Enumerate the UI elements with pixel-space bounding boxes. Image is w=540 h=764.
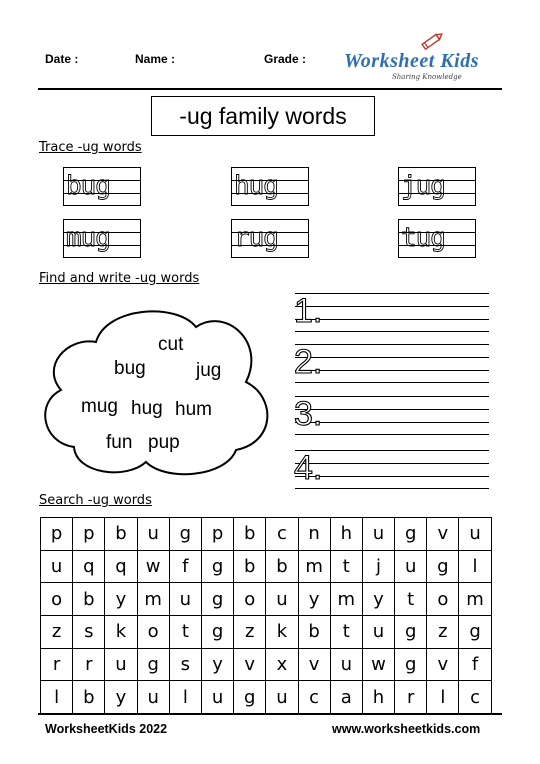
grid-row bbox=[41, 616, 492, 649]
grid-cell[interactable]: r bbox=[395, 681, 427, 714]
grid-cell[interactable]: s bbox=[169, 648, 201, 681]
grid-cell[interactable]: o bbox=[234, 583, 266, 616]
grid-cell[interactable]: u bbox=[459, 518, 491, 551]
write-guide-line bbox=[295, 306, 489, 307]
grid-cell[interactable]: f bbox=[459, 648, 491, 681]
grade-label: Grade : bbox=[264, 52, 307, 66]
trace-word: tug bbox=[401, 223, 445, 253]
grid-cell[interactable]: c bbox=[298, 681, 330, 714]
grid-cell[interactable]: w bbox=[137, 550, 169, 583]
grid-cell[interactable]: o bbox=[427, 583, 459, 616]
date-label: Date : bbox=[45, 52, 79, 66]
grid-cell[interactable]: c bbox=[266, 518, 298, 551]
trace-box[interactable] bbox=[63, 219, 141, 257]
grid-row bbox=[41, 518, 492, 551]
grid-cell[interactable]: u bbox=[201, 681, 233, 714]
grid-cell[interactable]: g bbox=[137, 648, 169, 681]
footer-divider bbox=[38, 713, 502, 715]
grid-cell[interactable]: v bbox=[427, 518, 459, 551]
trace-box-edge bbox=[475, 219, 476, 257]
cloud-word-jug: jug bbox=[196, 360, 222, 381]
grid-cell[interactable]: y bbox=[201, 648, 233, 681]
grid-cell[interactable]: u bbox=[362, 518, 394, 551]
find-heading: Find and write -ug words bbox=[39, 271, 200, 286]
word-search-grid bbox=[40, 517, 492, 714]
grid-cell[interactable]: q bbox=[105, 550, 137, 583]
grid-cell[interactable]: v bbox=[298, 648, 330, 681]
grid-cell[interactable]: l bbox=[169, 681, 201, 714]
grid-cell[interactable]: k bbox=[105, 616, 137, 649]
grid-row bbox=[41, 583, 492, 616]
write-line-3[interactable] bbox=[295, 396, 489, 436]
trace-box-edge bbox=[231, 219, 232, 257]
trace-guide-line bbox=[398, 257, 476, 258]
write-guide-line bbox=[295, 476, 489, 477]
grid-cell[interactable]: g bbox=[169, 518, 201, 551]
trace-guide-line bbox=[231, 257, 309, 258]
logo-tagline: Sharing Knowledge bbox=[392, 73, 462, 81]
grid-cell[interactable]: g bbox=[201, 583, 233, 616]
grid-cell[interactable]: y bbox=[105, 681, 137, 714]
cloud-word-cut: cut bbox=[158, 334, 184, 355]
trace-box-edge bbox=[140, 219, 141, 257]
grid-cell[interactable]: b bbox=[105, 518, 137, 551]
cloud-word-mug: mug bbox=[81, 396, 118, 417]
grid-cell[interactable]: g bbox=[201, 550, 233, 583]
grid-cell[interactable]: m bbox=[459, 583, 491, 616]
grid-cell[interactable]: t bbox=[395, 583, 427, 616]
grid-cell[interactable]: n bbox=[298, 518, 330, 551]
write-guide-line bbox=[295, 331, 489, 332]
search-heading: Search -ug words bbox=[39, 493, 152, 508]
grid-cell[interactable]: u bbox=[137, 681, 169, 714]
grid-row bbox=[41, 648, 492, 681]
trace-box-edge bbox=[398, 167, 399, 205]
header-divider bbox=[38, 88, 502, 90]
cloud-word-pup: pup bbox=[148, 432, 180, 453]
trace-box-edge bbox=[63, 167, 64, 205]
brand-logo bbox=[340, 30, 500, 84]
trace-box-edge bbox=[308, 219, 309, 257]
grid-cell[interactable]: y bbox=[105, 583, 137, 616]
grid-cell[interactable]: t bbox=[169, 616, 201, 649]
write-line-number: 3. bbox=[294, 395, 323, 433]
grid-cell[interactable]: o bbox=[137, 616, 169, 649]
grid-cell[interactable]: m bbox=[330, 583, 362, 616]
grid-cell[interactable]: u bbox=[266, 681, 298, 714]
write-guide-line bbox=[295, 357, 489, 358]
grid-cell[interactable]: g bbox=[459, 616, 491, 649]
grid-cell[interactable]: g bbox=[395, 518, 427, 551]
grid-cell[interactable]: u bbox=[169, 583, 201, 616]
grid-cell[interactable]: l bbox=[427, 681, 459, 714]
grid-cell[interactable]: y bbox=[362, 583, 394, 616]
grid-cell[interactable]: a bbox=[330, 681, 362, 714]
write-guide-line bbox=[295, 488, 489, 489]
grid-cell[interactable]: m bbox=[137, 583, 169, 616]
trace-guide-line bbox=[63, 205, 141, 206]
grid-cell[interactable]: b bbox=[234, 518, 266, 551]
trace-box-edge bbox=[398, 219, 399, 257]
grid-cell[interactable]: r bbox=[41, 648, 73, 681]
grid-cell[interactable]: u bbox=[330, 648, 362, 681]
trace-box-edge bbox=[63, 219, 64, 257]
trace-box[interactable] bbox=[63, 167, 141, 205]
grid-cell[interactable]: g bbox=[234, 681, 266, 714]
trace-guide-line bbox=[231, 205, 309, 206]
write-line-4[interactable] bbox=[295, 450, 489, 490]
write-guide-line bbox=[295, 382, 489, 383]
trace-word: bug bbox=[66, 171, 110, 201]
write-guide-line bbox=[295, 434, 489, 435]
grid-cell[interactable]: g bbox=[395, 616, 427, 649]
grid-cell[interactable]: t bbox=[330, 550, 362, 583]
grid-cell[interactable]: u bbox=[395, 550, 427, 583]
grid-cell[interactable]: r bbox=[73, 648, 105, 681]
grid-cell[interactable]: h bbox=[330, 518, 362, 551]
cloud-word-hum: hum bbox=[175, 399, 212, 420]
write-guide-line bbox=[295, 409, 489, 410]
grid-cell[interactable]: g bbox=[395, 648, 427, 681]
write-line-number: 4. bbox=[294, 449, 323, 487]
grid-cell[interactable]: b bbox=[73, 681, 105, 714]
grid-cell[interactable]: b bbox=[266, 550, 298, 583]
write-guide-line bbox=[295, 344, 489, 345]
grid-cell[interactable]: b bbox=[234, 550, 266, 583]
grid-cell[interactable]: g bbox=[201, 616, 233, 649]
trace-guide-line bbox=[63, 257, 141, 258]
write-guide-line bbox=[295, 463, 489, 464]
write-guide-line bbox=[295, 422, 489, 423]
write-line-number: 2. bbox=[294, 343, 323, 381]
grid-cell[interactable]: p bbox=[201, 518, 233, 551]
cloud-word-hug: hug bbox=[131, 398, 163, 419]
grid-cell[interactable]: u bbox=[105, 648, 137, 681]
grid-cell[interactable]: b bbox=[298, 616, 330, 649]
grid-cell[interactable]: m bbox=[298, 550, 330, 583]
grid-cell[interactable]: v bbox=[427, 648, 459, 681]
grid-cell[interactable]: k bbox=[266, 616, 298, 649]
grid-cell[interactable]: o bbox=[41, 583, 73, 616]
grid-cell[interactable]: u bbox=[362, 616, 394, 649]
trace-box[interactable] bbox=[398, 167, 476, 205]
cloud-word-bug: bug bbox=[114, 358, 146, 379]
trace-box[interactable] bbox=[231, 219, 309, 257]
grid-cell[interactable]: t bbox=[330, 616, 362, 649]
trace-box[interactable] bbox=[398, 219, 476, 257]
footer-copyright: WorksheetKids 2022 bbox=[45, 722, 168, 736]
grid-cell[interactable]: q bbox=[73, 550, 105, 583]
grid-cell[interactable]: u bbox=[266, 583, 298, 616]
trace-heading: Trace -ug words bbox=[39, 140, 142, 155]
grid-cell[interactable]: j bbox=[362, 550, 394, 583]
grid-cell[interactable]: l bbox=[459, 550, 491, 583]
page-title: -ug family words bbox=[151, 96, 375, 136]
trace-guide-line bbox=[398, 205, 476, 206]
grid-cell[interactable]: z bbox=[427, 616, 459, 649]
grid-cell[interactable]: u bbox=[41, 550, 73, 583]
write-line-1[interactable] bbox=[295, 293, 489, 333]
grid-row bbox=[41, 550, 492, 583]
pencil-icon bbox=[418, 30, 446, 52]
write-line-2[interactable] bbox=[295, 344, 489, 384]
trace-box-edge bbox=[231, 167, 232, 205]
trace-word: hug bbox=[234, 171, 278, 201]
grid-cell[interactable]: s bbox=[73, 616, 105, 649]
grid-cell[interactable]: l bbox=[41, 681, 73, 714]
grid-cell[interactable]: p bbox=[41, 518, 73, 551]
grid-cell[interactable]: u bbox=[137, 518, 169, 551]
trace-box-edge bbox=[308, 167, 309, 205]
footer-url[interactable]: www.worksheetkids.com bbox=[332, 722, 481, 736]
grid-cell[interactable]: w bbox=[362, 648, 394, 681]
grid-cell[interactable]: b bbox=[73, 583, 105, 616]
grid-cell[interactable]: z bbox=[41, 616, 73, 649]
write-guide-line bbox=[295, 319, 489, 320]
grid-cell[interactable]: h bbox=[362, 681, 394, 714]
grid-cell[interactable]: y bbox=[298, 583, 330, 616]
name-label: Name : bbox=[135, 52, 176, 66]
trace-word: rug bbox=[234, 223, 278, 253]
grid-cell[interactable]: z bbox=[234, 616, 266, 649]
grid-cell[interactable]: p bbox=[73, 518, 105, 551]
grid-row bbox=[41, 681, 492, 714]
logo-wordmark: Worksheet Kids bbox=[344, 50, 479, 72]
write-guide-line bbox=[295, 293, 489, 294]
cloud-word-fun: fun bbox=[106, 432, 133, 453]
write-guide-line bbox=[295, 450, 489, 451]
grid-cell[interactable]: g bbox=[427, 550, 459, 583]
write-guide-line bbox=[295, 370, 489, 371]
grid-cell[interactable]: f bbox=[169, 550, 201, 583]
grid-cell[interactable]: x bbox=[266, 648, 298, 681]
write-line-number: 1. bbox=[294, 292, 323, 330]
grid-cell[interactable]: c bbox=[459, 681, 491, 714]
trace-box[interactable] bbox=[231, 167, 309, 205]
trace-word: mug bbox=[66, 223, 110, 253]
trace-box-edge bbox=[140, 167, 141, 205]
write-guide-line bbox=[295, 396, 489, 397]
grid-cell[interactable]: v bbox=[234, 648, 266, 681]
trace-box-edge bbox=[475, 167, 476, 205]
trace-word: jug bbox=[401, 171, 445, 201]
